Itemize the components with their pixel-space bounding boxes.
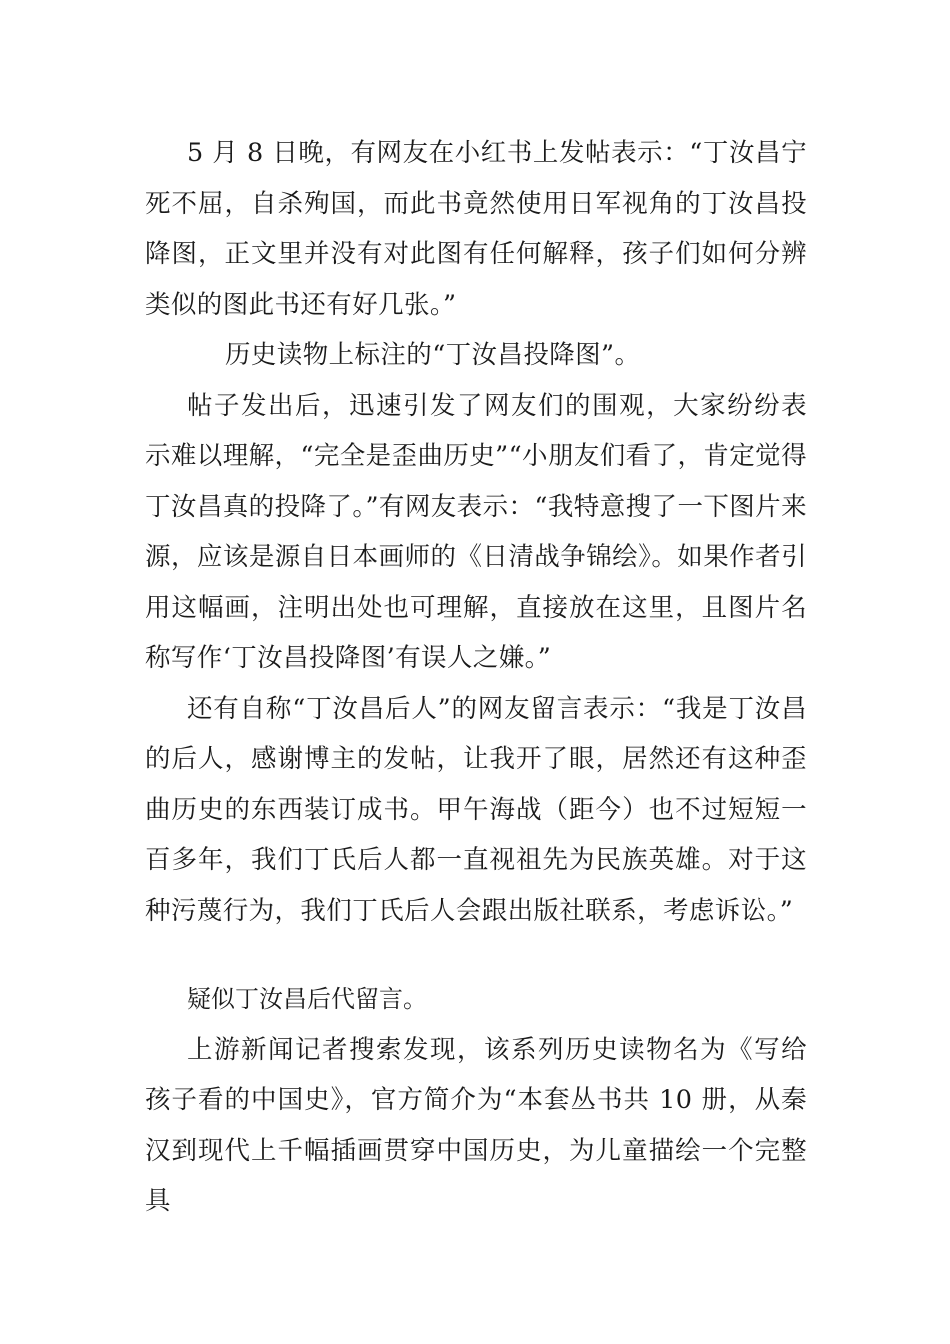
paragraph-post-report: 5 月 8 日晚，有网友在小红书上发帖表示：“丁汝昌宁死不屈，自杀殉国，而此书竟然使用日军视角的丁汝昌投降图，正文里并没有对此图有任何解释，孩子们如何分辨类似的图此书还有好几张。”	[145, 138, 807, 320]
paragraph-descendant-comment: 还有自称“丁汝昌后人”的网友留言表示：“我是丁汝昌的后人，感谢博主的发帖，让我开了眼，居然还有这种歪曲历史的东西装订成书。甲午海战（距今）也不过短短一百多年，我们丁氏后人都一直视祖先为民族英雄。对于这种污蔑行为，我们丁氏后人会跟出版社联系，考虑诉讼。”	[145, 693, 807, 926]
image-caption-descendant: 疑似丁汝昌后代留言。	[187, 985, 427, 1013]
document-page	[145, 128, 807, 1227]
spacer	[145, 936, 807, 974]
paragraph-reporter-search: 上游新闻记者搜索发现，该系列历史读物名为《写给孩子看的中国史》，官方简介为“本套丛书共 10 册，从秦汉到现代上千幅插画贯穿中国历史，为儿童描绘一个完整具	[145, 1034, 807, 1216]
image-caption-surrender: 历史读物上标注的“丁汝昌投降图”。	[225, 340, 641, 370]
paragraph-netizen-reaction: 帖子发出后，迅速引发了网友们的围观，大家纷纷表示难以理解，“完全是歪曲历史”“小朋友们看了，肯定觉得丁汝昌真的投降了。”有网友表示：“我特意搜了一下图片来源，应该是源自日本画师的《日清战争锦绘》。如果作者引用这幅画，注明出处也可理解，直接放在这里，且图片名称写作‘丁汝昌投降图’有误人之嫌。”	[145, 390, 807, 673]
